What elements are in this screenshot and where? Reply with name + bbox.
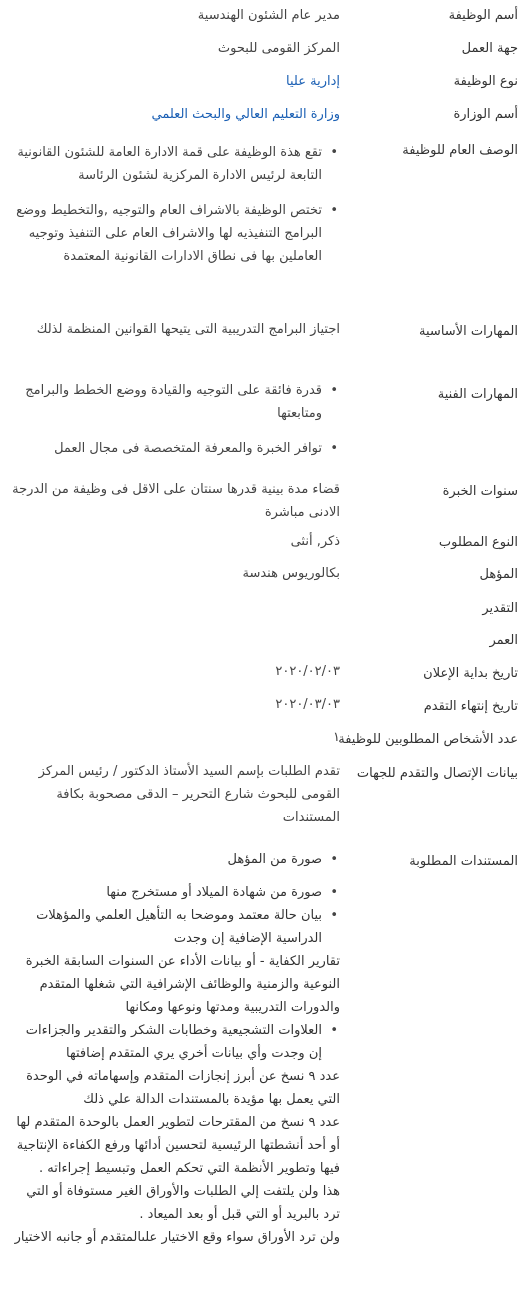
document-item: • صورة من شهادة الميلاد أو مستخرج منها	[10, 881, 322, 904]
tech-skill-item: • توافر الخبرة والمعرفة المتخصصة فى مجال العمل	[10, 437, 322, 460]
value-description	[10, 141, 340, 280]
document-item: • العلاوات التشجيعية وخطابات الشكر والتقدير والجزاءات إن وجدت وأي بيانات أخري يري المتقدم إضافتها	[10, 1019, 322, 1065]
value-contact: تقدم الطلبات بإسم السيد الأستاذ الدكتور / رئيس المركز القومى للبحوث شارع التحرير – الدقى مصحوبة بكافة المستندات	[38, 764, 340, 825]
document-paragraph: ولن ترد الأوراق سواء وقع الاختيار علىالمتقدم أو جانبه الاختيار	[14, 1230, 340, 1245]
document-paragraph: تقارير الكفاية - أو بيانات الأداء عن السنوات السابقة الخبرة النوعية والزمنية والوظائف الإشرافية التي شغلها المتقدم والدورات التدريبية ومدتها ونوعها ومكانها	[25, 954, 340, 1015]
value-qualification: بكالوريوس هندسة	[242, 566, 340, 581]
label-contact: بيانات الإتصال والتقدم للجهات	[356, 766, 518, 781]
document-paragraph: عدد ٩ نسخ عن أبرز إنجازات المتقدم وإسهاماته في الوحدة التي يعمل بها مؤيدة بالمستندات الدالة علي ذلك	[26, 1069, 340, 1107]
label-age: العمر	[489, 633, 518, 648]
label-start-date: تاريخ بداية الإعلان	[423, 666, 518, 681]
value-start-date: ٢٠٢٠/٠٢/٠٣	[275, 664, 340, 679]
label-basic-skills: المهارات الأساسية	[419, 324, 518, 339]
value-job-title: مدير عام الشئون الهندسية	[197, 8, 340, 23]
label-ministry: أسم الوزارة	[453, 107, 518, 122]
value-basic-skills: اجتياز البرامج التدريبية التى يتيحها القوانين المنظمة لذلك	[36, 322, 340, 337]
value-ministry-link[interactable]: وزارة التعليم العالي والبحث العلمي	[151, 107, 340, 122]
label-gender: النوع المطلوب	[438, 535, 518, 550]
label-qualification: المؤهل	[479, 567, 518, 582]
description-item: • تختص الوظيفة بالاشراف العام والتوجيه ,والتخطيط ووضع البرامج التنفيذيه لها والاشراف العام على التنفيذ وتوجيه العاملين بها فى نطاق الادارات القانونية المعتمدة	[10, 199, 322, 268]
label-tech-skills: المهارات الفنية	[437, 387, 518, 402]
label-grade: التقدير	[482, 601, 518, 616]
value-count: ١	[333, 730, 340, 745]
document-paragraph: هذا ولن يلتفت إلي الطلبات والأوراق الغير مستوفاة أو التي ترد بالبريد أو التي قبل أو بعد الميعاد .	[26, 1184, 340, 1222]
label-experience: سنوات الخبرة	[442, 484, 518, 499]
value-experience: قضاء مدة بينية قدرها سنتان على الاقل فى وظيفة من الدرجة الادنى مباشرة	[12, 482, 340, 520]
value-documents	[10, 848, 340, 1249]
label-count: عدد الأشخاص المطلوبين للوظيفة	[338, 732, 518, 747]
value-workplace: المركز القومى للبحوث	[217, 41, 340, 56]
document-item: • صورة من المؤهل	[10, 848, 322, 871]
label-documents: المستندات المطلوبة	[409, 854, 518, 869]
document-paragraph: عدد ٩ نسخ من المقترحات لتطوير العمل بالوحدة المتقدم لها أو أحد أنشطتها الرئيسية لتحسين أدائها ورفع الكفاءة الإنتاجية فيها وتطوير الأنظمة التي تحكم العمل وتبسيط إجراءاته .	[16, 1115, 340, 1176]
label-description: الوصف العام للوظيفة	[402, 143, 518, 158]
value-end-date: ٢٠٢٠/٠٣/٠٣	[275, 697, 340, 712]
label-end-date: تاريخ إنتهاء التقدم	[423, 699, 518, 714]
label-job-title: أسم الوظيفة	[448, 8, 518, 23]
description-item: • تقع هذة الوظيفة على قمة الادارة العامة للشئون القانونية التابعة لرئيس الادارة المركزية لشئون الرئاسة	[10, 141, 322, 187]
tech-skill-item: • قدرة فائقة على التوجيه والقيادة ووضع الخطط والبرامج ومتابعتها	[10, 379, 322, 425]
label-job-type: نوع الوظيفة	[453, 74, 518, 89]
value-job-type-link[interactable]: إدارية عليا	[286, 74, 340, 89]
document-item: • بيان حالة معتمد وموضحا به التأهيل العلمي والمؤهلات الدراسية الإضافية إن وجدت	[10, 904, 322, 950]
value-gender: ذكر, أنثى	[290, 534, 340, 549]
value-tech-skills	[10, 379, 340, 472]
label-workplace: جهة العمل	[461, 41, 518, 56]
